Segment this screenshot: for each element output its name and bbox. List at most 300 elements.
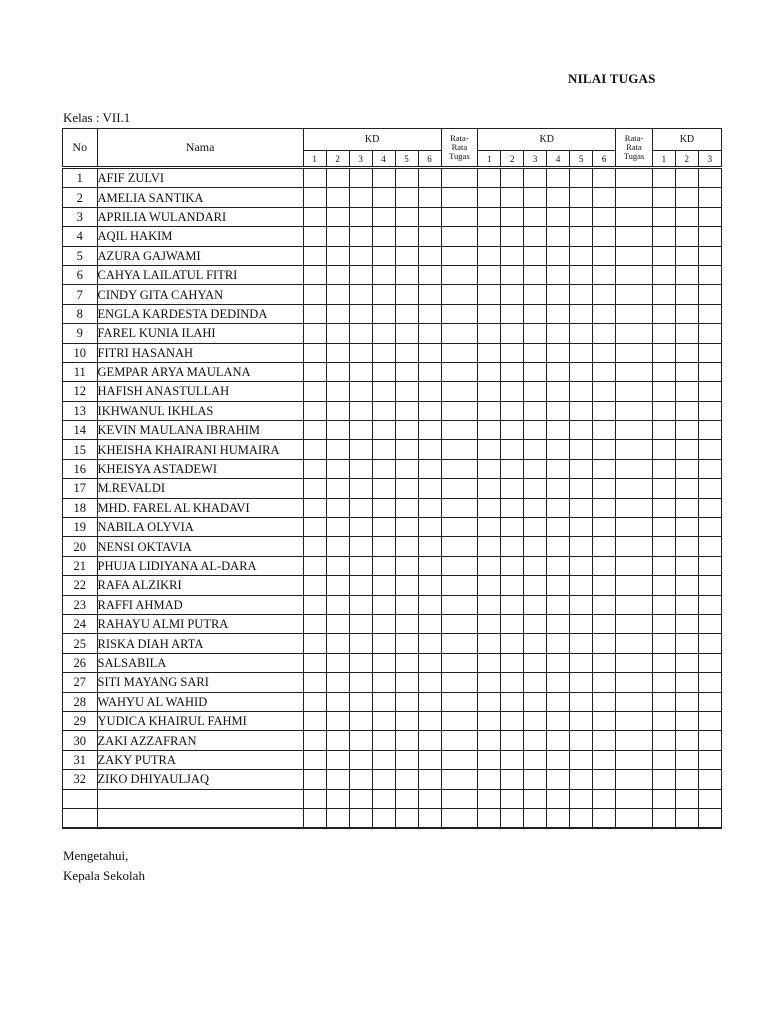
score-cell[interactable]	[326, 265, 349, 284]
score-cell[interactable]	[418, 770, 441, 789]
score-cell[interactable]	[524, 770, 547, 789]
score-cell[interactable]	[303, 479, 326, 498]
score-cell[interactable]	[593, 285, 616, 304]
score-cell[interactable]	[349, 440, 372, 459]
score-cell[interactable]	[593, 653, 616, 672]
score-cell[interactable]	[303, 227, 326, 246]
score-cell[interactable]	[547, 188, 570, 207]
score-cell[interactable]	[372, 304, 395, 323]
score-cell[interactable]	[326, 479, 349, 498]
score-cell[interactable]	[501, 382, 524, 401]
score-cell[interactable]	[326, 653, 349, 672]
score-cell[interactable]	[395, 711, 418, 730]
score-cell[interactable]	[303, 808, 326, 828]
score-cell[interactable]	[501, 421, 524, 440]
score-cell[interactable]	[395, 731, 418, 750]
score-cell[interactable]	[547, 382, 570, 401]
score-cell[interactable]	[395, 479, 418, 498]
score-cell[interactable]	[303, 518, 326, 537]
score-cell[interactable]	[326, 459, 349, 478]
score-cell[interactable]	[593, 692, 616, 711]
score-cell[interactable]	[547, 324, 570, 343]
score-cell[interactable]	[349, 634, 372, 653]
score-cell[interactable]	[547, 227, 570, 246]
score-cell[interactable]	[418, 789, 441, 808]
score-cell[interactable]	[547, 246, 570, 265]
score-cell[interactable]	[303, 711, 326, 730]
score-cell[interactable]	[593, 304, 616, 323]
score-cell[interactable]	[372, 498, 395, 517]
score-cell[interactable]	[372, 576, 395, 595]
score-cell[interactable]	[501, 479, 524, 498]
score-cell[interactable]	[349, 168, 372, 188]
score-cell[interactable]	[501, 750, 524, 769]
score-cell[interactable]	[372, 401, 395, 420]
score-cell[interactable]	[478, 459, 501, 478]
score-cell[interactable]	[524, 188, 547, 207]
score-cell[interactable]	[593, 556, 616, 575]
score-cell[interactable]	[675, 808, 698, 828]
average-cell[interactable]	[616, 789, 653, 808]
score-cell[interactable]	[593, 421, 616, 440]
score-cell[interactable]	[326, 440, 349, 459]
score-cell[interactable]	[349, 382, 372, 401]
score-cell[interactable]	[501, 518, 524, 537]
score-cell[interactable]	[570, 770, 593, 789]
average-cell[interactable]	[441, 227, 478, 246]
score-cell[interactable]	[478, 479, 501, 498]
score-cell[interactable]	[570, 750, 593, 769]
score-cell[interactable]	[395, 401, 418, 420]
score-cell[interactable]	[524, 421, 547, 440]
score-cell[interactable]	[418, 750, 441, 769]
score-cell[interactable]	[501, 498, 524, 517]
score-cell[interactable]	[349, 750, 372, 769]
score-cell[interactable]	[570, 304, 593, 323]
score-cell[interactable]	[593, 382, 616, 401]
average-cell[interactable]	[616, 324, 653, 343]
score-cell[interactable]	[570, 537, 593, 556]
score-cell[interactable]	[524, 595, 547, 614]
score-cell[interactable]	[303, 246, 326, 265]
score-cell[interactable]	[652, 595, 675, 614]
score-cell[interactable]	[303, 731, 326, 750]
score-cell[interactable]	[326, 614, 349, 633]
score-cell[interactable]	[524, 285, 547, 304]
average-cell[interactable]	[616, 285, 653, 304]
score-cell[interactable]	[524, 518, 547, 537]
average-cell[interactable]	[616, 168, 653, 188]
score-cell[interactable]	[593, 498, 616, 517]
score-cell[interactable]	[570, 711, 593, 730]
score-cell[interactable]	[675, 168, 698, 188]
score-cell[interactable]	[652, 382, 675, 401]
score-cell[interactable]	[478, 653, 501, 672]
score-cell[interactable]	[303, 207, 326, 226]
score-cell[interactable]	[501, 168, 524, 188]
score-cell[interactable]	[547, 770, 570, 789]
score-cell[interactable]	[303, 324, 326, 343]
score-cell[interactable]	[652, 227, 675, 246]
score-cell[interactable]	[395, 750, 418, 769]
score-cell[interactable]	[372, 634, 395, 653]
score-cell[interactable]	[478, 556, 501, 575]
average-cell[interactable]	[616, 634, 653, 653]
score-cell[interactable]	[593, 362, 616, 381]
score-cell[interactable]	[675, 227, 698, 246]
score-cell[interactable]	[326, 556, 349, 575]
score-cell[interactable]	[675, 401, 698, 420]
score-cell[interactable]	[326, 673, 349, 692]
score-cell[interactable]	[652, 401, 675, 420]
score-cell[interactable]	[395, 459, 418, 478]
score-cell[interactable]	[593, 789, 616, 808]
score-cell[interactable]	[326, 324, 349, 343]
score-cell[interactable]	[675, 440, 698, 459]
score-cell[interactable]	[547, 808, 570, 828]
score-cell[interactable]	[501, 227, 524, 246]
score-cell[interactable]	[372, 731, 395, 750]
average-cell[interactable]	[441, 634, 478, 653]
score-cell[interactable]	[524, 653, 547, 672]
score-cell[interactable]	[524, 537, 547, 556]
score-cell[interactable]	[675, 653, 698, 672]
score-cell[interactable]	[395, 324, 418, 343]
score-cell[interactable]	[675, 285, 698, 304]
score-cell[interactable]	[303, 789, 326, 808]
score-cell[interactable]	[349, 731, 372, 750]
score-cell[interactable]	[349, 479, 372, 498]
score-cell[interactable]	[570, 479, 593, 498]
average-cell[interactable]	[616, 304, 653, 323]
score-cell[interactable]	[547, 692, 570, 711]
score-cell[interactable]	[478, 750, 501, 769]
average-cell[interactable]	[441, 188, 478, 207]
average-cell[interactable]	[616, 673, 653, 692]
score-cell[interactable]	[652, 246, 675, 265]
score-cell[interactable]	[395, 265, 418, 284]
score-cell[interactable]	[395, 673, 418, 692]
score-cell[interactable]	[349, 653, 372, 672]
score-cell[interactable]	[395, 576, 418, 595]
average-cell[interactable]	[441, 556, 478, 575]
score-cell[interactable]	[675, 750, 698, 769]
score-cell[interactable]	[372, 614, 395, 633]
average-cell[interactable]	[441, 595, 478, 614]
average-cell[interactable]	[441, 498, 478, 517]
score-cell[interactable]	[547, 731, 570, 750]
score-cell[interactable]	[593, 808, 616, 828]
score-cell[interactable]	[395, 614, 418, 633]
score-cell[interactable]	[501, 653, 524, 672]
score-cell[interactable]	[326, 304, 349, 323]
average-cell[interactable]	[616, 421, 653, 440]
score-cell[interactable]	[395, 362, 418, 381]
score-cell[interactable]	[478, 343, 501, 362]
score-cell[interactable]	[326, 246, 349, 265]
score-cell[interactable]	[675, 614, 698, 633]
score-cell[interactable]	[303, 692, 326, 711]
score-cell[interactable]	[698, 653, 721, 672]
average-cell[interactable]	[616, 731, 653, 750]
score-cell[interactable]	[570, 168, 593, 188]
score-cell[interactable]	[349, 459, 372, 478]
score-cell[interactable]	[478, 789, 501, 808]
score-cell[interactable]	[652, 304, 675, 323]
score-cell[interactable]	[652, 576, 675, 595]
score-cell[interactable]	[349, 498, 372, 517]
score-cell[interactable]	[652, 731, 675, 750]
score-cell[interactable]	[395, 518, 418, 537]
score-cell[interactable]	[478, 304, 501, 323]
score-cell[interactable]	[395, 692, 418, 711]
score-cell[interactable]	[395, 653, 418, 672]
score-cell[interactable]	[698, 188, 721, 207]
score-cell[interactable]	[547, 343, 570, 362]
score-cell[interactable]	[652, 343, 675, 362]
score-cell[interactable]	[478, 711, 501, 730]
score-cell[interactable]	[675, 265, 698, 284]
score-cell[interactable]	[303, 285, 326, 304]
score-cell[interactable]	[478, 634, 501, 653]
score-cell[interactable]	[418, 401, 441, 420]
score-cell[interactable]	[675, 518, 698, 537]
score-cell[interactable]	[698, 692, 721, 711]
score-cell[interactable]	[478, 770, 501, 789]
score-cell[interactable]	[478, 265, 501, 284]
score-cell[interactable]	[593, 711, 616, 730]
score-cell[interactable]	[652, 362, 675, 381]
score-cell[interactable]	[501, 265, 524, 284]
score-cell[interactable]	[524, 207, 547, 226]
score-cell[interactable]	[675, 634, 698, 653]
average-cell[interactable]	[441, 673, 478, 692]
score-cell[interactable]	[652, 673, 675, 692]
score-cell[interactable]	[418, 324, 441, 343]
score-cell[interactable]	[698, 382, 721, 401]
score-cell[interactable]	[593, 324, 616, 343]
score-cell[interactable]	[326, 750, 349, 769]
score-cell[interactable]	[326, 362, 349, 381]
score-cell[interactable]	[501, 188, 524, 207]
score-cell[interactable]	[395, 556, 418, 575]
score-cell[interactable]	[303, 634, 326, 653]
score-cell[interactable]	[524, 498, 547, 517]
score-cell[interactable]	[326, 576, 349, 595]
score-cell[interactable]	[349, 207, 372, 226]
score-cell[interactable]	[478, 673, 501, 692]
average-cell[interactable]	[616, 188, 653, 207]
score-cell[interactable]	[372, 770, 395, 789]
score-cell[interactable]	[698, 808, 721, 828]
score-cell[interactable]	[501, 401, 524, 420]
score-cell[interactable]	[418, 576, 441, 595]
score-cell[interactable]	[524, 634, 547, 653]
score-cell[interactable]	[698, 440, 721, 459]
score-cell[interactable]	[418, 285, 441, 304]
average-cell[interactable]	[616, 808, 653, 828]
score-cell[interactable]	[698, 770, 721, 789]
score-cell[interactable]	[349, 808, 372, 828]
score-cell[interactable]	[349, 227, 372, 246]
score-cell[interactable]	[547, 265, 570, 284]
score-cell[interactable]	[698, 421, 721, 440]
score-cell[interactable]	[524, 692, 547, 711]
score-cell[interactable]	[524, 614, 547, 633]
average-cell[interactable]	[441, 808, 478, 828]
score-cell[interactable]	[418, 653, 441, 672]
score-cell[interactable]	[372, 343, 395, 362]
score-cell[interactable]	[349, 518, 372, 537]
score-cell[interactable]	[372, 556, 395, 575]
average-cell[interactable]	[616, 246, 653, 265]
score-cell[interactable]	[303, 343, 326, 362]
score-cell[interactable]	[698, 207, 721, 226]
score-cell[interactable]	[652, 711, 675, 730]
score-cell[interactable]	[478, 518, 501, 537]
score-cell[interactable]	[418, 556, 441, 575]
average-cell[interactable]	[616, 556, 653, 575]
score-cell[interactable]	[501, 673, 524, 692]
score-cell[interactable]	[547, 750, 570, 769]
score-cell[interactable]	[372, 789, 395, 808]
average-cell[interactable]	[441, 421, 478, 440]
average-cell[interactable]	[616, 479, 653, 498]
score-cell[interactable]	[303, 576, 326, 595]
average-cell[interactable]	[616, 537, 653, 556]
score-cell[interactable]	[349, 692, 372, 711]
average-cell[interactable]	[616, 440, 653, 459]
score-cell[interactable]	[501, 207, 524, 226]
score-cell[interactable]	[524, 304, 547, 323]
score-cell[interactable]	[372, 285, 395, 304]
score-cell[interactable]	[570, 614, 593, 633]
score-cell[interactable]	[395, 382, 418, 401]
score-cell[interactable]	[593, 634, 616, 653]
score-cell[interactable]	[326, 595, 349, 614]
score-cell[interactable]	[303, 168, 326, 188]
score-cell[interactable]	[501, 595, 524, 614]
score-cell[interactable]	[547, 653, 570, 672]
score-cell[interactable]	[395, 770, 418, 789]
score-cell[interactable]	[501, 304, 524, 323]
score-cell[interactable]	[652, 168, 675, 188]
score-cell[interactable]	[698, 634, 721, 653]
score-cell[interactable]	[418, 227, 441, 246]
average-cell[interactable]	[441, 576, 478, 595]
score-cell[interactable]	[570, 556, 593, 575]
score-cell[interactable]	[547, 711, 570, 730]
average-cell[interactable]	[441, 285, 478, 304]
score-cell[interactable]	[478, 246, 501, 265]
score-cell[interactable]	[418, 246, 441, 265]
score-cell[interactable]	[418, 692, 441, 711]
score-cell[interactable]	[524, 227, 547, 246]
score-cell[interactable]	[418, 518, 441, 537]
average-cell[interactable]	[441, 614, 478, 633]
score-cell[interactable]	[395, 634, 418, 653]
score-cell[interactable]	[698, 401, 721, 420]
score-cell[interactable]	[418, 614, 441, 633]
score-cell[interactable]	[524, 750, 547, 769]
score-cell[interactable]	[675, 711, 698, 730]
score-cell[interactable]	[326, 227, 349, 246]
score-cell[interactable]	[326, 401, 349, 420]
score-cell[interactable]	[395, 207, 418, 226]
score-cell[interactable]	[547, 634, 570, 653]
average-cell[interactable]	[616, 459, 653, 478]
score-cell[interactable]	[547, 285, 570, 304]
score-cell[interactable]	[372, 518, 395, 537]
score-cell[interactable]	[570, 731, 593, 750]
score-cell[interactable]	[675, 459, 698, 478]
average-cell[interactable]	[616, 343, 653, 362]
score-cell[interactable]	[675, 343, 698, 362]
score-cell[interactable]	[372, 440, 395, 459]
score-cell[interactable]	[303, 750, 326, 769]
score-cell[interactable]	[547, 556, 570, 575]
score-cell[interactable]	[652, 498, 675, 517]
score-cell[interactable]	[593, 770, 616, 789]
score-cell[interactable]	[501, 246, 524, 265]
score-cell[interactable]	[652, 808, 675, 828]
score-cell[interactable]	[675, 324, 698, 343]
score-cell[interactable]	[303, 770, 326, 789]
average-cell[interactable]	[616, 692, 653, 711]
score-cell[interactable]	[524, 362, 547, 381]
score-cell[interactable]	[395, 421, 418, 440]
score-cell[interactable]	[349, 343, 372, 362]
score-cell[interactable]	[698, 614, 721, 633]
score-cell[interactable]	[478, 440, 501, 459]
score-cell[interactable]	[478, 498, 501, 517]
score-cell[interactable]	[501, 770, 524, 789]
score-cell[interactable]	[524, 731, 547, 750]
average-cell[interactable]	[616, 362, 653, 381]
score-cell[interactable]	[501, 324, 524, 343]
average-cell[interactable]	[616, 382, 653, 401]
score-cell[interactable]	[418, 634, 441, 653]
score-cell[interactable]	[372, 265, 395, 284]
score-cell[interactable]	[349, 711, 372, 730]
score-cell[interactable]	[501, 440, 524, 459]
score-cell[interactable]	[478, 731, 501, 750]
score-cell[interactable]	[547, 614, 570, 633]
score-cell[interactable]	[698, 789, 721, 808]
score-cell[interactable]	[326, 285, 349, 304]
average-cell[interactable]	[441, 479, 478, 498]
score-cell[interactable]	[524, 343, 547, 362]
score-cell[interactable]	[593, 401, 616, 420]
score-cell[interactable]	[418, 265, 441, 284]
average-cell[interactable]	[616, 265, 653, 284]
score-cell[interactable]	[395, 304, 418, 323]
score-cell[interactable]	[524, 556, 547, 575]
score-cell[interactable]	[326, 731, 349, 750]
score-cell[interactable]	[652, 770, 675, 789]
score-cell[interactable]	[478, 324, 501, 343]
score-cell[interactable]	[570, 789, 593, 808]
score-cell[interactable]	[418, 168, 441, 188]
score-cell[interactable]	[570, 692, 593, 711]
score-cell[interactable]	[372, 653, 395, 672]
score-cell[interactable]	[478, 285, 501, 304]
average-cell[interactable]	[441, 382, 478, 401]
score-cell[interactable]	[326, 711, 349, 730]
score-cell[interactable]	[349, 246, 372, 265]
score-cell[interactable]	[349, 537, 372, 556]
score-cell[interactable]	[698, 459, 721, 478]
